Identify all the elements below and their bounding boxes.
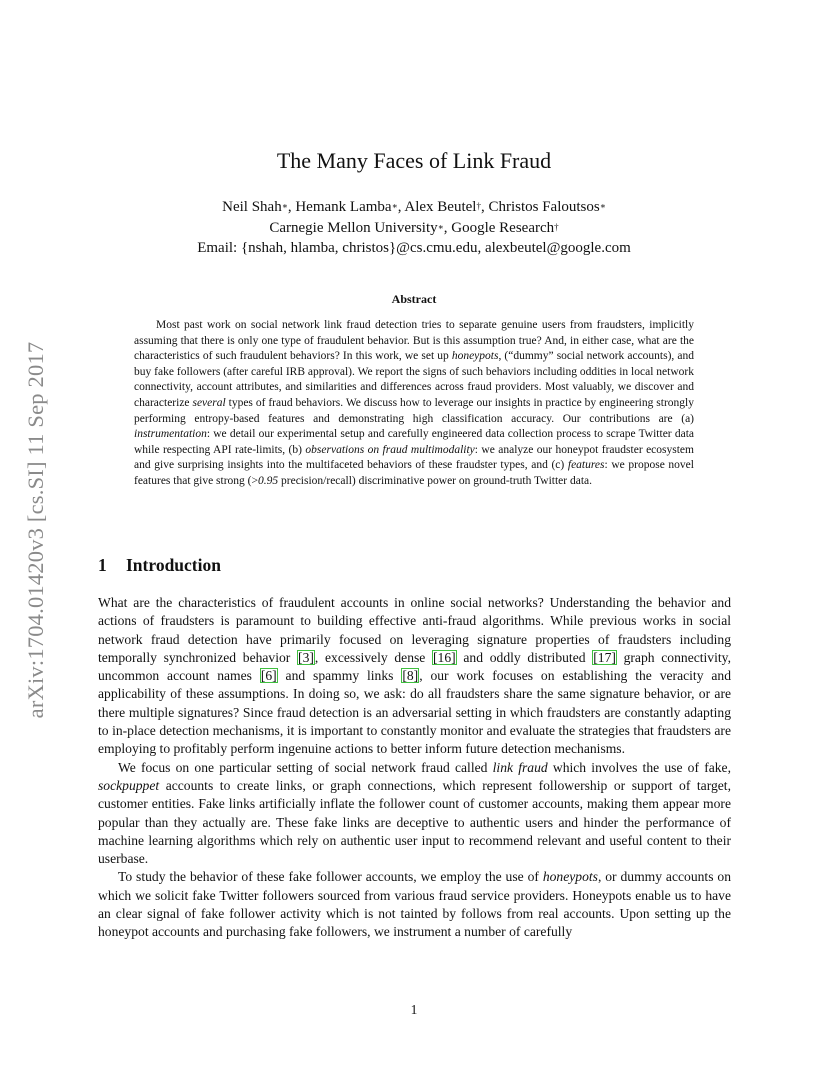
affiliation-mark: †	[554, 221, 559, 232]
arxiv-sidebar	[16, 302, 56, 758]
emphasis-text: several	[192, 396, 226, 409]
paragraph	[98, 594, 731, 759]
author-name: Carnegie Mellon University	[269, 219, 438, 236]
text-run: : we analyze our honeypot fraudster ecosystem and give surprising insights into the multifaceted behaviors of these fraudster types, and (c)	[134, 443, 694, 472]
affiliation-mark: ∗	[599, 201, 606, 211]
text-run: Most past work on social network link fraud detection tries to separate genuine users from fraudsters, implicitly assuming that there is only one type of fraudulent behavior. But is this assumption true? And, in either case, what are the characteristics of such fraudulent behaviors? In this work, we set up	[134, 319, 694, 363]
text-run: What are the characteristics of fraudulent accounts in online social networks? Understanding the behavior and actions of fraudsters is paramount to building effective anti-fraud algorithms. While previous works in social network fraud detection have primarily focused on leveraging signature properties of fraudsters including temporally synchronized behavior	[98, 595, 731, 665]
author-name: Alex Beutel	[404, 199, 477, 215]
paper-title: The Many Faces of Link Fraud	[276, 148, 552, 173]
text-run: which involves the use of fake,	[547, 759, 731, 775]
text-run: precision/recall) discriminative power on ground-truth Twitter data.	[278, 474, 592, 487]
paragraph	[98, 759, 731, 869]
citation-link[interactable]: [6]	[260, 668, 277, 684]
author-names	[0, 197, 828, 218]
author-affiliations	[0, 218, 828, 239]
paragraph	[98, 868, 731, 941]
text-run: types of fraud behaviors. We discuss how to leverage our insights in practice by engineering strongly performing entropy-based features and demonstrating high classification accuracy. Our contributions are (a)	[134, 396, 695, 425]
section-number: 1	[98, 555, 107, 575]
text-run: To study the behavior of these fake follower accounts, we employ the use of	[118, 869, 543, 885]
text-run: : we detail our experimental setup and carefully engineered data collection process to scrape Twitter data while respecting API rate-limits, (b)	[134, 428, 694, 456]
author-name: Christos Faloutsos	[488, 199, 600, 215]
author-block	[0, 197, 828, 259]
arxiv-identifier: arXiv:1704.01420v3 [cs.SI] 11 Sep 2017	[23, 341, 48, 719]
affiliation-mark: †	[476, 201, 481, 211]
page-number: 1	[410, 1002, 418, 1017]
emphasis-text: 0.95	[258, 474, 279, 487]
separator: ,	[397, 199, 405, 215]
text-run: We focus on one particular setting of social network fraud called	[118, 759, 493, 775]
author-emails: Email: {nshah, hlamba, christos}@cs.cmu.edu, alexbeutel@google.com	[197, 240, 631, 256]
citation-link[interactable]: [8]	[402, 668, 419, 684]
citation-link[interactable]: [3]	[298, 649, 314, 665]
emphasis-text: features	[567, 459, 605, 472]
separator: ,	[443, 219, 452, 236]
emphasis-text: link fraud	[492, 759, 548, 775]
citation-link[interactable]: [16]	[433, 649, 456, 665]
separator: ,	[287, 199, 296, 215]
separator: ,	[480, 199, 489, 215]
citation-link[interactable]: [17]	[593, 649, 616, 665]
affiliation-mark: ∗	[437, 221, 444, 232]
emphasis-text: sockpuppet	[98, 777, 160, 793]
text-run: and spammy links	[277, 668, 402, 684]
emphasis-text: honeypots	[542, 869, 598, 885]
emphasis-text: instrumentation	[134, 428, 207, 441]
text-run: , (“dummy” social network accounts), and buy fake followers (after careful IRB approval). We report the signs of such behaviors including oddities in local network connectivity, account attributes, and similarities and differences across fraud providers. Most valuably, we discover and characterize	[134, 350, 694, 409]
text-run: graph connectivity, uncommon account names	[98, 649, 731, 684]
affiliation-mark: ∗	[391, 201, 398, 211]
author-name: Neil Shah	[222, 199, 282, 215]
text-run: , our work focuses on establishing the veracity and applicability of these assumptions. In doing so, we ask: do all fraudsters share the same signature behavior, or are there multiple signatures? Since fraud detection is an adversarial setting in which fraudsters are constantly adapting to in-place detection mechanisms, it is important to constantly monitor and evaluate the strategies that fraudsters are employing to profitably perform ingenuine actions to better inform future detection mechanisms.	[98, 668, 731, 757]
emphasis-text: observations on fraud multimodality	[305, 443, 475, 456]
abstract-heading: Abstract	[391, 292, 437, 306]
text-run: accounts to create links, or graph connections, which represent followership or support of target, customer entities. Fake links artificially inflate the follower count of customer accounts, making them appear more popular than they actually are. These fake links are deceptive to authentic users and hinder the performance of machine learning algorithms which rely on authentic user input to recommend relevant and useful content to their userbase.	[98, 777, 731, 867]
text-run: , or dummy accounts on which we solicit fake Twitter followers sourced from various fraud service providers. Honeypots enable us to have an clear signal of fake follower activity which is not tainted by follows from real accounts. Upon setting up the honeypot accounts and purchasing fake followers, we instrument a number of carefully	[98, 869, 731, 940]
author-name: Hemank Lamba	[295, 199, 392, 215]
introduction-body	[98, 594, 731, 942]
emphasis-text: honeypots	[451, 350, 499, 363]
text-run: : we propose novel features that give strong (>	[134, 459, 694, 487]
text-run: and oddly distributed	[456, 649, 593, 665]
section-heading	[98, 555, 221, 576]
text-run: , excessively dense	[314, 649, 433, 665]
abstract-body	[134, 318, 694, 490]
affiliation-mark: ∗	[281, 201, 288, 211]
section-title: Introduction	[126, 555, 221, 575]
author-name: Google Research	[451, 219, 555, 236]
